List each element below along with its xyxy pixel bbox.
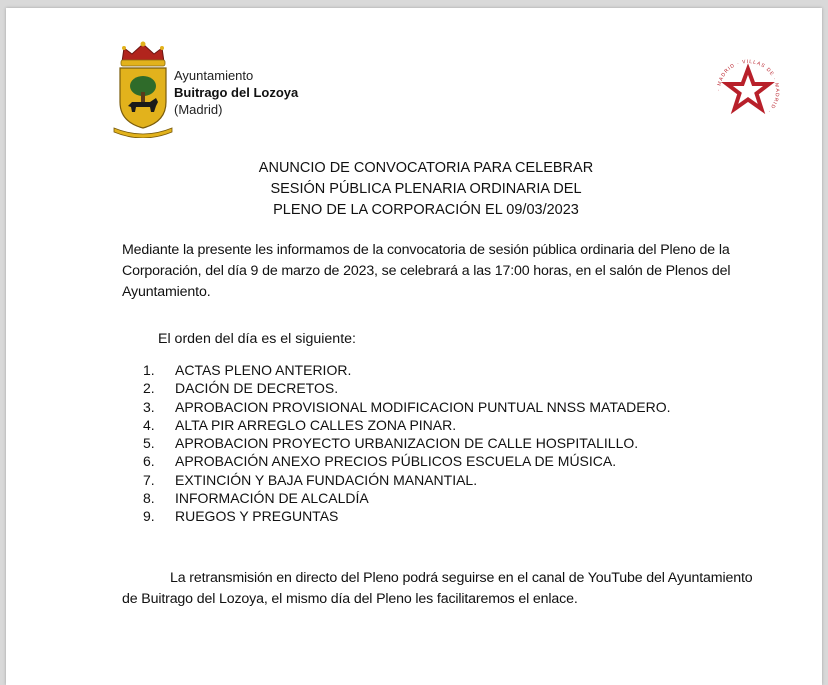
announcement-title xyxy=(206,158,646,221)
agenda-item xyxy=(143,471,671,489)
agenda-item xyxy=(143,361,671,379)
org-name: Buitrago del Lozoya xyxy=(174,85,299,100)
agenda-item xyxy=(143,379,671,397)
agenda-item-text: ALTA PIR ARREGLO CALLES ZONA PINAR. xyxy=(175,416,457,433)
agenda-item-number: 9. xyxy=(143,508,155,525)
agenda-item-number: 6. xyxy=(143,453,155,470)
intro-paragraph: Mediante la presente les informamos de la convocatoria de sesión pública ordinaria del Pleno de la Corporación, del día 9 de marzo de 2023, se celebrará a las 17:00 horas, en el salón de Plenos del Ayuntamiento. xyxy=(122,242,731,300)
agenda-item-number: 8. xyxy=(143,490,155,507)
org-region: (Madrid) xyxy=(174,102,223,117)
agenda-item-text: DACIÓN DE DECRETOS. xyxy=(175,380,339,397)
agenda-item-text: ACTAS PLENO ANTERIOR. xyxy=(175,362,352,378)
agenda-lead: El orden del día es el siguiente: xyxy=(158,331,356,347)
agenda-item-number: 7. xyxy=(143,471,155,488)
municipality-header xyxy=(174,67,298,118)
agenda-item xyxy=(143,452,671,470)
org-line-1: Ayuntamiento xyxy=(174,68,254,83)
agenda-item-number: 3. xyxy=(143,398,155,415)
agenda-item-number: 2. xyxy=(143,380,155,397)
agenda-item-number: 4. xyxy=(143,416,155,433)
coat-of-arms-logo xyxy=(110,40,176,138)
agenda-item-text: EXTINCIÓN Y BAJA FUNDACIÓN MANANTIAL. xyxy=(175,471,478,488)
agenda-item-text: APROBACION PROYECTO URBANIZACION DE CALLE HOSPITALILLO. xyxy=(175,435,639,452)
agenda-item-number: 5. xyxy=(143,435,155,452)
agenda-item xyxy=(143,416,671,434)
agenda-item-text: INFORMACIÓN DE ALCALDÍA xyxy=(175,490,369,507)
closing-paragraph: La retransmisión en directo del Pleno podrá seguirse en el canal de YouTube del Ayuntamiento de Buitrago del Lozoya, el mismo día del Pleno les facilitaremos el enlace. xyxy=(122,570,753,607)
agenda-item xyxy=(143,398,671,416)
agenda-item xyxy=(143,489,671,507)
agenda-list xyxy=(143,361,671,526)
red-star-seal-logo xyxy=(712,55,784,127)
seal-arc-text: · MADRID · VILLAS DE · MADRID · xyxy=(715,58,781,115)
title-line-3: PLENO DE LA CORPORACIÓN EL 09/03/2023 xyxy=(273,202,579,218)
document-page xyxy=(6,8,822,685)
agenda-item-number: 1. xyxy=(143,362,155,378)
agenda-item xyxy=(143,434,671,452)
agenda-item-text: APROBACIÓN ANEXO PRECIOS PÚBLICOS ESCUELA DE MÚSICA. xyxy=(175,453,617,470)
title-line-2: SESIÓN PÚBLICA PLENARIA ORDINARIA DEL xyxy=(270,181,582,197)
agenda-item-text: APROBACION PROVISIONAL MODIFICACION PUNTUAL NNSS MATADERO. xyxy=(175,398,671,415)
agenda-item xyxy=(143,507,671,525)
agenda-item-text: RUEGOS Y PREGUNTAS xyxy=(175,508,339,525)
title-line-1: ANUNCIO DE CONVOCATORIA PARA CELEBRAR xyxy=(258,160,594,176)
